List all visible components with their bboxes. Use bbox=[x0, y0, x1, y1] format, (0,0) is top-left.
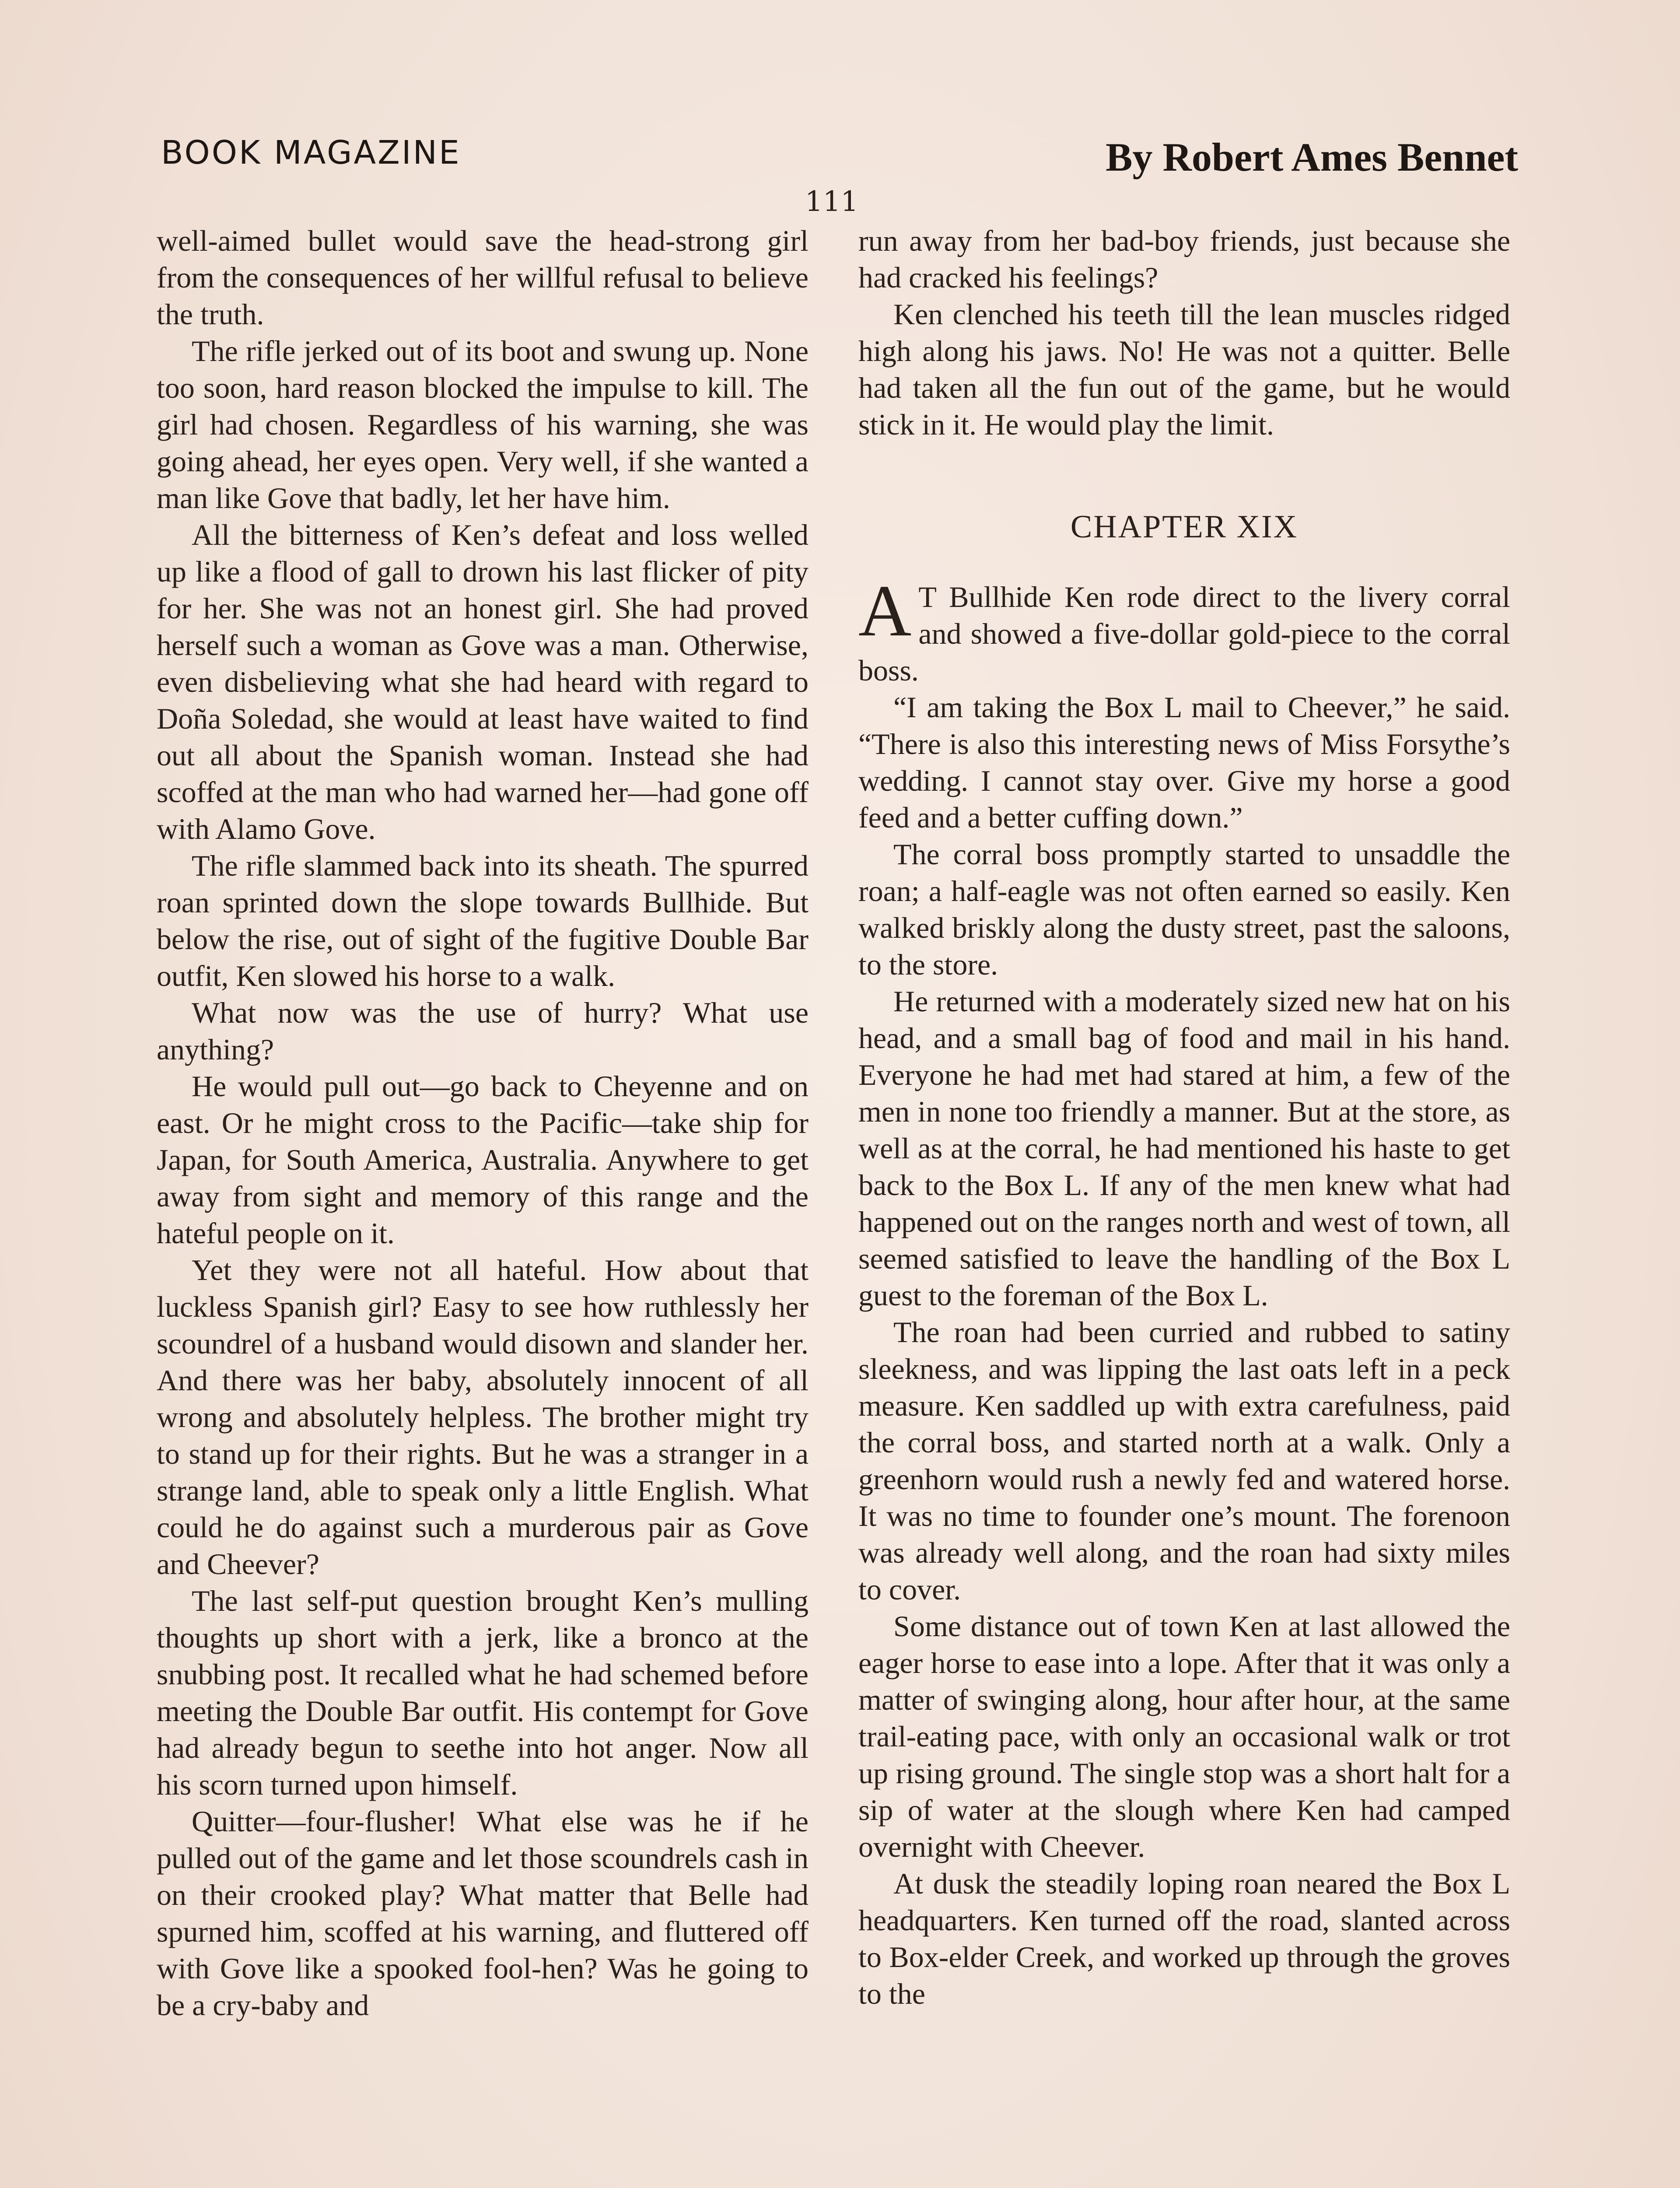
paragraph: At dusk the steadily loping roan neared the Box L headquarters. Ken turned off the road, slanted across to Box-elder Creek, and worked up through the groves to the bbox=[858, 1867, 1510, 2010]
paragraph-text: T Bullhide Ken rode direct to the livery corral and showed a five-dollar gold-piece to the corral boss. bbox=[858, 580, 1510, 687]
paragraph: He would pull out—go back to Cheyenne and on east. Or he might cross to the Pacific—take ship for Japan, for South America, Australia. Anywhere to get away from sight and memory of this range and the hateful people on it. bbox=[157, 1069, 808, 1250]
paragraph: Some distance out of town Ken at last allowed the eager horse to ease into a lope. After that it was only a matter of swinging along, hour after hour, at the same trail-eating pace, with only an occasional walk or trot up rising ground. The single stop was a short halt for a sip of water at the slough where Ken had camped overnight with Cheever. bbox=[858, 1609, 1510, 1863]
running-head-left: BOOK MAGAZINE bbox=[161, 134, 461, 172]
paragraph: The rifle jerked out of its boot and swung up. None too soon, hard reason blocked the impulse to kill. The girl had chosen. Regardless of his warning, she was going ahead, her eyes open. Very well, if she wanted a man like Gove that badly, let her have him. bbox=[157, 334, 808, 515]
paragraph: The last self-put question brought Ken’s mulling thoughts up short with a jerk, like a bronco at the snubbing post. It recalled what he had schemed before meeting the Double Bar outfit. His contempt for Gove had already begun to seethe into hot anger. Now all his scorn turned upon himself. bbox=[157, 1584, 808, 1801]
left-column bbox=[157, 222, 808, 2023]
paragraph: run away from her bad-boy friends, just because she had cracked his feelings? bbox=[858, 224, 1510, 294]
paragraph: The roan had been curried and rubbed to satiny sleekness, and was lipping the last oats left in a peck measure. Ken saddled up with extra carefulness, paid the corral boss, and started north at a walk. Only a greenhorn would rush a newly fed and watered horse. It was no time to founder one’s mount. The forenoon was already well along, and the roan had sixty miles to cover. bbox=[858, 1315, 1510, 1606]
paragraph: He returned with a moderately sized new hat on his head, and a small bag of food and mail in his hand. Everyone he had met had stared at him, a few of the men in none too friendly a manner. But at the store, as well as at the corral, he had mentioned his haste to get back to the Box L. If any of the men knew what had happened out on the ranges north and west of town, all seemed satisfied to leave the handling of the Box L guest to the foreman of the Box L. bbox=[858, 985, 1510, 1312]
chapter-opening-paragraph bbox=[858, 570, 1510, 689]
chapter-heading: CHAPTER XIX bbox=[1070, 509, 1298, 545]
right-column bbox=[858, 222, 1510, 2012]
paragraph: “I am taking the Box L mail to Cheever,” he said. “There is also this interesting news of Miss Forsythe’s wedding. I cannot stay over. Give my horse a good feed and a better cuffing down.” bbox=[858, 691, 1510, 834]
paragraph: The corral boss promptly started to unsaddle the roan; a half-eagle was not often earned so easily. Ken walked briskly along the dusty street, past the saloons, to the store. bbox=[858, 838, 1510, 981]
paragraph: Quitter—four-flusher! What else was he if he pulled out of the game and let those scoundrels cash in on their crooked play? What matter that Belle had spurned him, scoffed at his warning, and fluttered off with Gove like a spooked fool-hen? Was he going to be a cry-baby and bbox=[157, 1805, 808, 2022]
paragraph: What now was the use of hurry? What use anything? bbox=[157, 996, 808, 1066]
paragraph: Yet they were not all hateful. How about that luckless Spanish girl? Easy to see how ruthlessly her scoundrel of a husband would disown and slander her. And there was her baby, absolutely innocent of all wrong and absolutely helpless. The brother might try to stand up for their rights. But he was a stranger in a strange land, able to speak only a little English. What could he do against such a murderous pair as Gove and Cheever? bbox=[157, 1253, 808, 1581]
paragraph: The rifle slammed back into its sheath. The spurred roan sprinted down the slope towards Bullhide. But below the rise, out of sight of the fugitive Double Bar outfit, Ken slowed his horse to a walk. bbox=[157, 849, 808, 992]
paragraph: well-aimed bullet would save the head-strong girl from the consequences of her willful refusal to believe the truth. bbox=[157, 224, 808, 331]
paragraph: Ken clenched his teeth till the lean muscles ridged high along his jaws. No! He was not a quitter. Belle had taken all the fun out of the game, but he would stick in it. He would play the limit. bbox=[858, 298, 1510, 441]
drop-cap: A bbox=[858, 570, 912, 652]
paragraph: All the bitterness of Ken’s defeat and loss welled up like a flood of gall to drown his last flicker of pity for her. She was not an honest girl. She had proved herself such a woman as Gove was a man. Otherwise, even disbelieving what she had heard with regard to Doña Soledad, she would at least have waited to find out all about the Spanish woman. Instead she had scoffed at the man who had warned her—had gone off with Alamo Gove. bbox=[157, 518, 808, 845]
page-number: 111 bbox=[805, 186, 859, 218]
running-head-right: By Robert Ames Bennet bbox=[1106, 135, 1518, 179]
